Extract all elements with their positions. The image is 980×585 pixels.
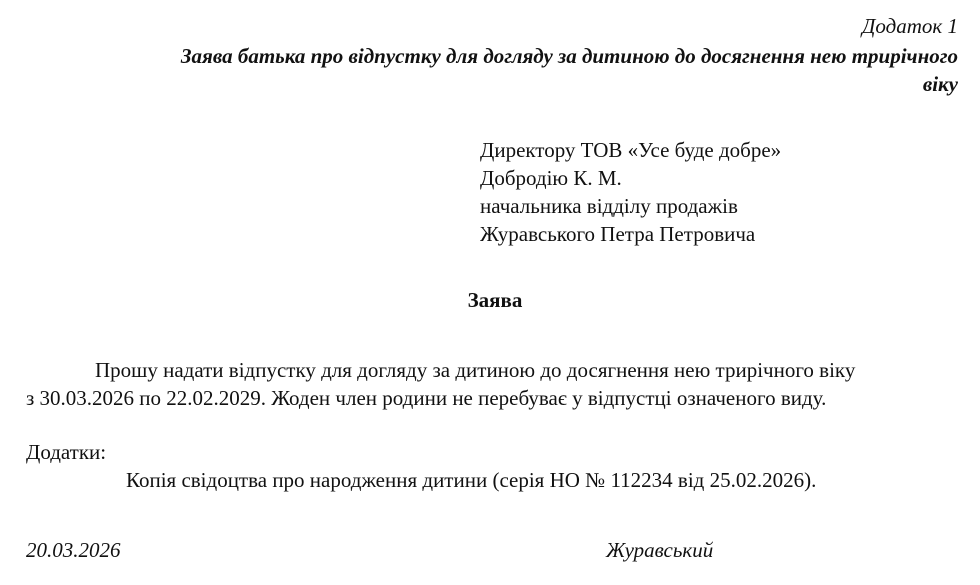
attachments-label: Додатки: xyxy=(26,440,107,464)
addressee-line: Журавського Петра Петровича xyxy=(480,222,756,246)
addressee-line: Директору ТОВ «Усе буде добре» xyxy=(480,138,782,162)
addressee-line: начальника відділу продажів xyxy=(480,194,738,218)
document-date: 20.03.2026 xyxy=(26,538,121,562)
document-heading-line1: Заява батька про відпустку для догляду за дитиною до досягнення нею трирічного xyxy=(180,44,958,68)
attachment-item: Копія свідоцтва про народження дитини (серія НО № 112234 від 25.02.2026). xyxy=(126,468,817,492)
body-line1: Прошу надати відпустку для догляду за дитиною до досягнення нею трирічного віку xyxy=(95,358,856,382)
addressee-line: Добродію К. М. xyxy=(480,166,622,190)
body-line2: з 30.03.2026 по 22.02.2029. Жоден член родини не перебуває у відпустці означеного виду. xyxy=(26,386,827,410)
signature: Журавський xyxy=(606,538,714,562)
appendix-label: Додаток 1 xyxy=(862,14,958,38)
document-title: Заява xyxy=(467,288,523,312)
document-heading-line2: віку xyxy=(922,72,958,96)
